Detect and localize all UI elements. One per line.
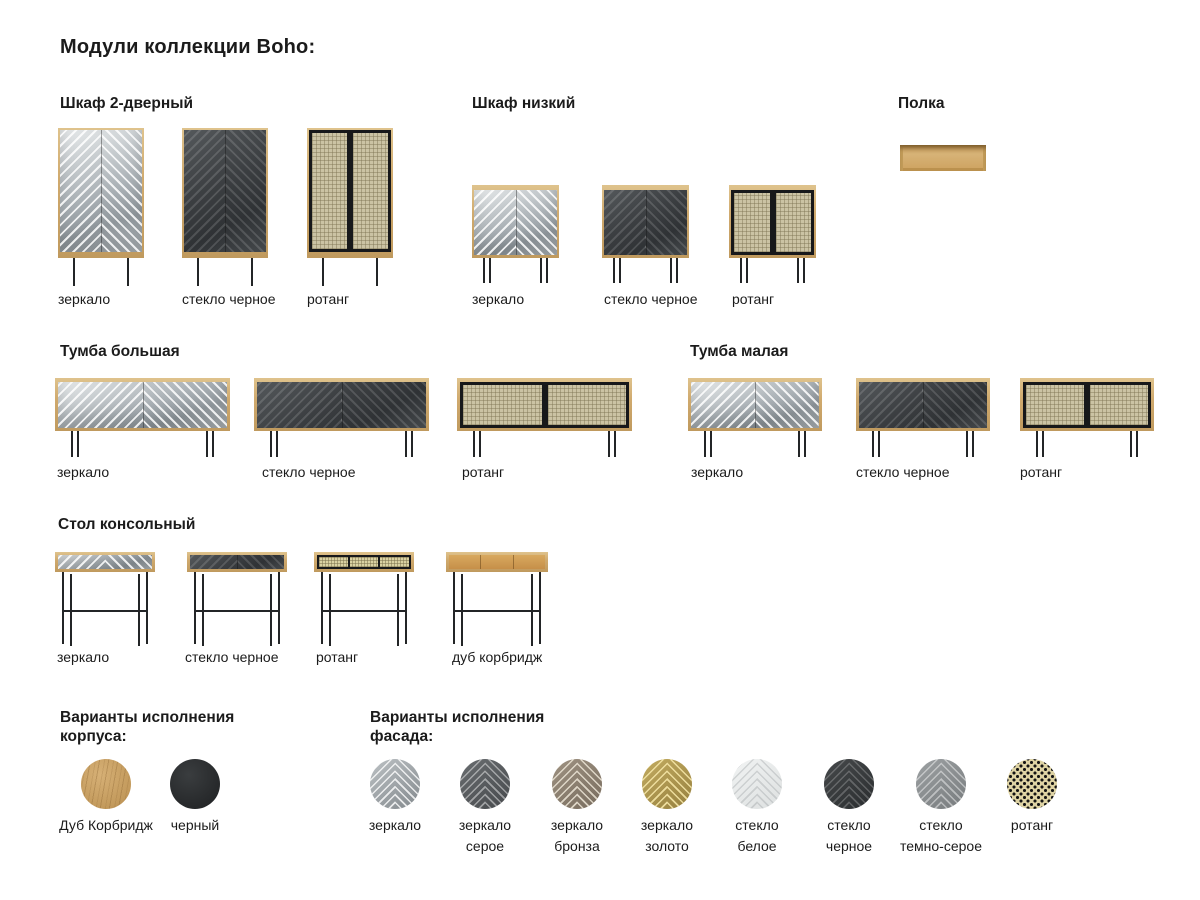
console-rattan-image [314, 552, 414, 645]
variant-label-blackglass: стекло черное [182, 291, 276, 307]
cabinet-low-blackglass-image [602, 185, 689, 258]
console-legs [194, 572, 280, 645]
black-glass-drawers [190, 555, 284, 569]
swatch-facade-mirror-bronze [552, 759, 602, 809]
sideboard-small-rattan-image [1020, 378, 1154, 431]
black-glass-front [257, 382, 426, 428]
swatch-facade-mirror-gray [460, 759, 510, 809]
variant-label-mirror: зеркало [57, 649, 110, 665]
console-legs [321, 572, 407, 645]
facade-finish-label-glass-black: стекло черное [825, 817, 873, 854]
mirror-front [691, 382, 819, 428]
swatch-facade-glass-white [732, 759, 782, 809]
rattan-front [460, 382, 629, 428]
variant-label-mirror: зеркало [57, 464, 110, 480]
swatch-facade-mirror [370, 759, 420, 809]
mirror-front [58, 382, 227, 428]
sideboard-large-blackglass-image [254, 378, 429, 431]
mirror-front [60, 130, 142, 252]
console-oak-image [446, 552, 548, 645]
mirror-drawers [58, 555, 152, 569]
oak-drawers [449, 555, 545, 569]
swatch-facade-glass-black [824, 759, 874, 809]
shelf-image [900, 145, 986, 171]
swatch-body-oak-korbridge [81, 759, 131, 809]
facade-finish-label-mirror-bronze: зеркало бронза [550, 817, 604, 854]
console-legs [453, 572, 541, 645]
variant-label-rattan: ротанг [316, 649, 359, 665]
section-title-console: Стол консольный [58, 516, 196, 533]
facade-finish-label-glass-white: стекло белое [735, 817, 779, 854]
black-glass-front [604, 190, 687, 255]
variant-label-rattan: ротанг [462, 464, 505, 480]
variant-label-blackglass: стекло черное [262, 464, 356, 480]
sideboard-small-mirror-image [688, 378, 822, 431]
variant-label-rattan: ротанг [732, 291, 775, 307]
console-top [55, 552, 155, 572]
swatch-facade-rattan [1007, 759, 1057, 809]
black-glass-front [859, 382, 987, 428]
section-title-shelf: Полка [898, 95, 945, 112]
console-mirror-image [55, 552, 155, 645]
body-finish-label-oak: Дуб Корбридж [59, 817, 153, 833]
rattan-front [731, 190, 814, 255]
variant-label-blackglass: стекло черное [604, 291, 698, 307]
console-top [314, 552, 414, 572]
variant-label-mirror: зеркало [58, 291, 111, 307]
sideboard-small-blackglass-image [856, 378, 990, 431]
page-title: Модули коллекции Boho: [60, 36, 316, 58]
sideboard-large-rattan-image [457, 378, 632, 431]
cabinet-low-rattan-image [729, 185, 816, 258]
variant-label-rattan: ротанг [1020, 464, 1063, 480]
section-title-sideboard-small: Тумба малая [690, 343, 789, 360]
variant-label-mirror: зеркало [472, 291, 525, 307]
variant-label-mirror: зеркало [691, 464, 744, 480]
body-finish-label-black: черный [170, 817, 220, 833]
cabinet-2door-blackglass-image [182, 128, 268, 258]
section-title-sideboard-large: Тумба большая [60, 343, 180, 360]
mirror-front [474, 190, 557, 255]
swatch-body-black [170, 759, 220, 809]
black-glass-front [184, 130, 266, 252]
section-title-cabinet-2door: Шкаф 2-дверный [60, 95, 193, 112]
rattan-front [1023, 382, 1151, 428]
section-title-cabinet-low: Шкаф низкий [472, 95, 576, 112]
swatch-facade-mirror-gold [642, 759, 692, 809]
cabinet-2door-mirror-image [58, 128, 144, 258]
variant-label-rattan: ротанг [307, 291, 350, 307]
console-legs [62, 572, 148, 645]
rattan-front [309, 130, 391, 252]
cabinet-low-mirror-image [472, 185, 559, 258]
sideboard-large-mirror-image [55, 378, 230, 431]
facade-finish-label-glass-darkgray: стекло темно-серое [900, 817, 982, 854]
console-top [187, 552, 287, 572]
facade-finish-label-mirror-gold: зеркало золото [640, 817, 694, 854]
facade-finish-label-rattan: ротанг [1010, 817, 1054, 833]
facade-finish-label-mirror: зеркало [368, 817, 422, 833]
cabinet-2door-rattan-image [307, 128, 393, 258]
section-title-facade-finishes: Варианты исполнения фасада: [370, 709, 545, 745]
section-title-body-finishes: Варианты исполнения корпуса: [60, 709, 235, 745]
console-blackglass-image [187, 552, 287, 645]
variant-label-blackglass: стекло черное [185, 649, 279, 665]
swatch-facade-glass-darkgray [916, 759, 966, 809]
console-top [446, 552, 548, 572]
facade-finish-label-mirror-gray: зеркало серое [458, 817, 512, 854]
variant-label-blackglass: стекло черное [856, 464, 950, 480]
rattan-drawers [317, 555, 411, 569]
variant-label-oak: дуб корбридж [452, 649, 543, 665]
